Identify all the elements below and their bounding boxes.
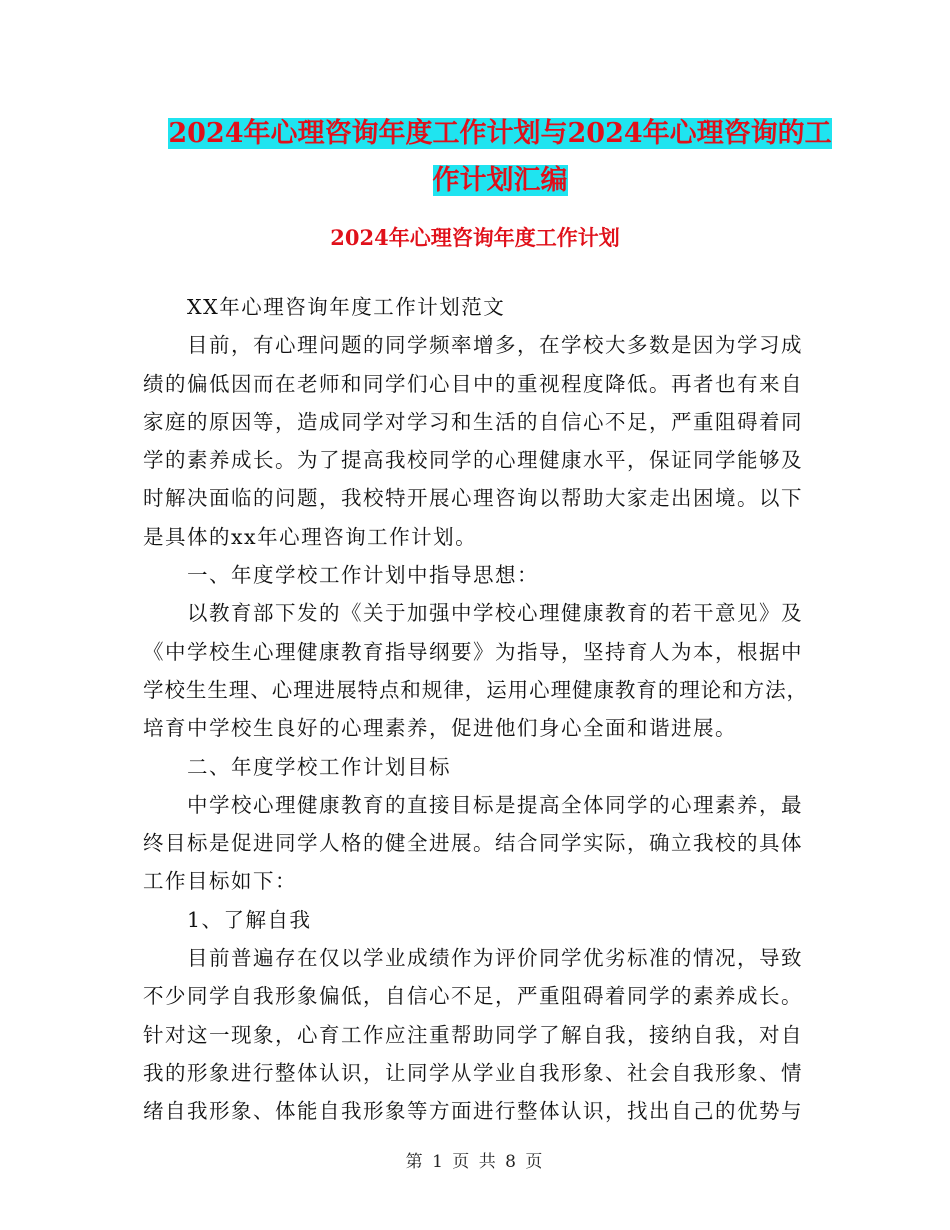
body-line: 是具体的xx年心理咨询工作计划。 [143,524,478,549]
body-line: 工作目标如下： [143,869,297,894]
body-line: 学的素养成长。为了提高我校同学的心理健康水平，保证同学能够及 [143,448,803,473]
body-line: 针对这一现象，心育工作应注重帮助同学了解自我，接纳自我，对自 [143,1022,803,1047]
body-line: 终目标是促进同学人格的健全进展。结合同学实际，确立我校的具体 [143,831,803,856]
body-line: 中学校心理健康教育的直接目标是提高全体同学的心理素养，最 [187,792,803,817]
document-body [143,288,808,1131]
body-line: 培育中学校生良好的心理素养，促进他们身心全面和谐进展。 [143,716,737,741]
section-title: 2024年心理咨询年度工作计划 [330,225,620,250]
document-main-title [140,110,860,204]
body-line: 一、年度学校工作计划中指导思想： [187,563,539,588]
body-line: 《中学校生心理健康教育指导纲要》为指导，坚持育人为本，根据中 [143,639,803,664]
body-paragraphs [143,288,808,1131]
body-line: 绪自我形象、体能自我形象等方面进行整体认识，找出自己的优势与 [143,1099,803,1124]
body-line: 我的形象进行整体认识，让同学从学业自我形象、社会自我形象、情 [143,1060,803,1085]
main-title-line1: 2024年心理咨询年度工作计划与2024年心理咨询的工 [168,118,832,149]
page-footer: 第 1 页 共 8 页 [405,1152,545,1172]
body-line: XX年心理咨询年度工作计划范文 [187,295,506,319]
body-line: 不少同学自我形象偏低，自信心不足，严重阻碍着同学的素养成长。 [143,984,803,1009]
body-line: 以教育部下发的《关于加强中学校心理健康教育的若干意见》及 [187,601,803,626]
body-line: 目前，有心理问题的同学频率增多，在学校大多数是因为学习成 [187,333,803,358]
body-line: 家庭的原因等，造成同学对学习和生活的自信心不足，严重阻碍着同 [143,409,803,434]
body-line: 目前普遍存在仅以学业成绩作为评价同学优劣标准的情况，导致 [187,946,803,971]
body-line: 学校生生理、心理进展特点和规律，运用心理健康教育的理论和方法， [143,677,808,702]
body-line: 绩的偏低因而在老师和同学们心目中的重视程度降低。再者也有来自 [143,371,803,396]
body-line: 1、了解自我 [187,907,312,932]
body-line: 二、年度学校工作计划目标 [187,754,451,779]
main-title-line2: 作计划汇编 [432,165,568,196]
body-line: 时解决面临的问题，我校特开展心理咨询以帮助大家走出困境。以下 [143,486,803,511]
